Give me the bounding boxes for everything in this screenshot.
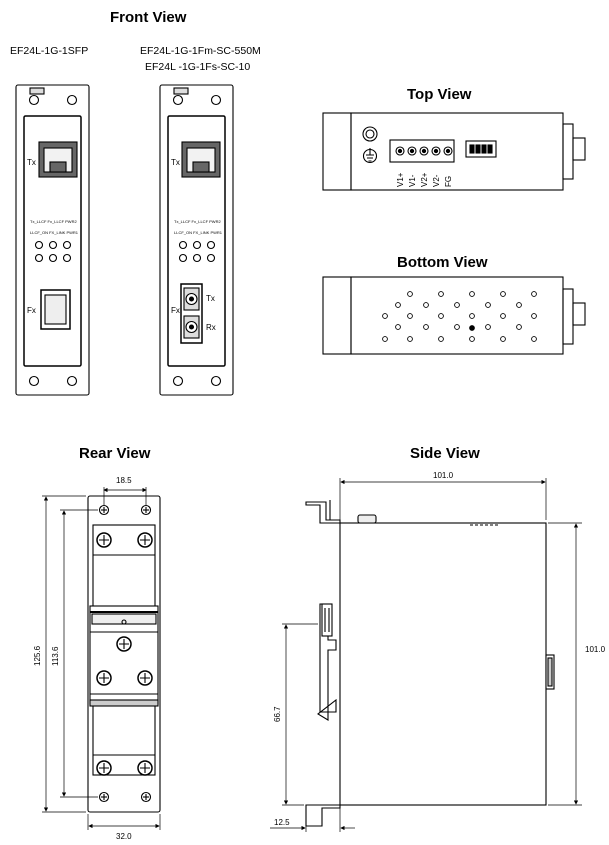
- sc-rx-label: Rx: [206, 323, 216, 332]
- vent-hole: [383, 314, 388, 319]
- front-view-sfp-device: [16, 85, 89, 395]
- vent-hole: [408, 337, 413, 342]
- vent-hole: [501, 337, 506, 342]
- svg-text:V1+: V1+: [396, 172, 405, 187]
- vent-hole: [532, 337, 537, 342]
- top-view-device: [323, 113, 585, 190]
- led-labels-row2: LLCF_ON FX_LINK PWR1: [174, 230, 223, 235]
- sfp-label: Fx: [27, 306, 36, 315]
- svg-text:V2-: V2-: [432, 174, 441, 187]
- vent-hole: [424, 303, 429, 308]
- vent-hole: [470, 292, 475, 297]
- vent-hole: [424, 325, 429, 330]
- svg-text:FG: FG: [444, 175, 453, 187]
- vent-hole: [517, 325, 522, 330]
- rj45-label: Tx: [27, 158, 36, 167]
- rear-dim-height-inner: 113.6: [51, 646, 60, 666]
- side-dim-offset: 12.5: [274, 818, 290, 827]
- rear-dim-height-outer: 125.6: [33, 645, 42, 666]
- led-labels-row2: LLCF_ON FX_LINK PWR1: [30, 230, 79, 235]
- vent-hole: [408, 292, 413, 297]
- vent-hole: [486, 303, 491, 308]
- vent-hole: [408, 314, 413, 319]
- vent-hole: [396, 325, 401, 330]
- vent-holes: [383, 292, 537, 342]
- sc-fx-label: Fx: [171, 306, 180, 315]
- svg-text:V1-: V1-: [408, 174, 417, 187]
- model-label-sc-line1: EF24L-1G-1Fm-SC-550M: [140, 45, 261, 57]
- vent-hole: [455, 303, 460, 308]
- led-labels-row1: Tx_LLCF Fx_LLCF PWR2: [30, 219, 77, 224]
- side-dim-rail: 66.7: [273, 706, 282, 722]
- rear-view-title: Rear View: [79, 445, 151, 462]
- terminal-labels: [396, 172, 453, 187]
- rj45-label: Tx: [171, 158, 180, 167]
- side-dim-depth: 101.0: [433, 471, 454, 480]
- vent-hole: [439, 292, 444, 297]
- vent-hole: [455, 325, 460, 330]
- vent-hole: [501, 314, 506, 319]
- side-view-device: [306, 500, 554, 826]
- vent-hole: [470, 337, 475, 342]
- vent-hole: [470, 314, 475, 319]
- side-view-title: Side View: [410, 445, 480, 462]
- vent-hole: [532, 292, 537, 297]
- screw-icon: [363, 127, 377, 141]
- vent-hole: [532, 314, 537, 319]
- rear-view-device: [88, 496, 160, 812]
- vent-hole-filled: [470, 326, 475, 331]
- vent-hole: [501, 292, 506, 297]
- vent-hole: [439, 337, 444, 342]
- vent-hole: [517, 303, 522, 308]
- front-view-title: Front View: [110, 9, 187, 26]
- side-dim-height: 101.0: [585, 645, 606, 654]
- vent-hole: [439, 314, 444, 319]
- model-label-sc-line2: EF24L -1G-1Fs-SC-10: [145, 61, 251, 73]
- sc-tx-label: Tx: [206, 294, 215, 303]
- front-view-sc-device: [160, 85, 233, 395]
- vent-hole: [383, 337, 388, 342]
- vent-hole: [396, 303, 401, 308]
- bottom-view-device: [323, 277, 585, 354]
- bottom-view-title: Bottom View: [397, 254, 488, 271]
- rear-dim-width-bottom: 32.0: [116, 832, 132, 841]
- side-dimension-lines: [270, 478, 582, 832]
- rear-dim-width-top: 18.5: [116, 476, 132, 485]
- model-label-sfp: EF24L-1G-1SFP: [10, 45, 89, 57]
- led-labels-row1: Tx_LLCF Fx_LLCF PWR2: [174, 219, 221, 224]
- vent-hole: [486, 325, 491, 330]
- top-view-title: Top View: [407, 86, 472, 103]
- svg-text:V2+: V2+: [420, 172, 429, 187]
